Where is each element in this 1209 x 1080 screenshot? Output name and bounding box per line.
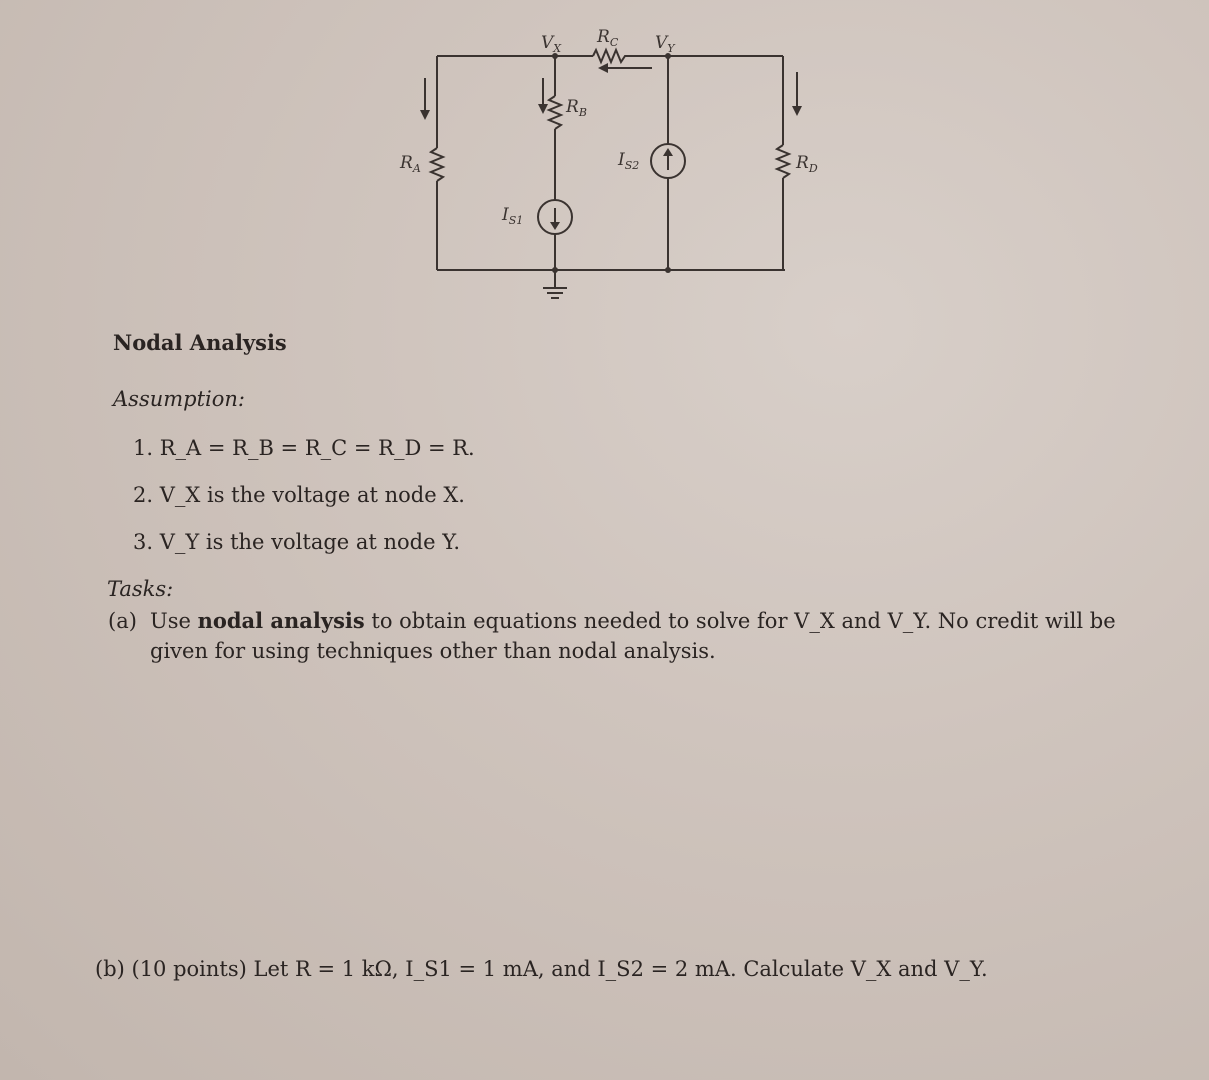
node-bottom-dot-2 (665, 267, 671, 273)
circuit-diagram (0, 0, 1209, 320)
label-rc: $R_C$ (597, 27, 619, 49)
task-a-bold: nodal analysis (197, 608, 365, 633)
task-a-marker: (a) (108, 609, 137, 633)
label-rd: $R_D$ (796, 153, 818, 175)
label-vy: $V_Y$ (655, 33, 675, 55)
task-b: (b) (10 points) Let R = 1 kΩ, I_S1 = 1 mA, and I_S2 = 2 mA. Calculate V_X and V_Y. (95, 957, 988, 981)
arrowhead-ic (598, 63, 608, 73)
assumption-item-2: 2. V_X is the voltage at node X. (133, 483, 465, 507)
label-rb: $R_B$ (566, 97, 587, 119)
task-a-pre: Use (150, 609, 198, 633)
arrowhead-is2 (663, 148, 673, 156)
tasks-label: Tasks: (107, 577, 174, 601)
task-a (108, 606, 1148, 666)
arrowhead-id (792, 106, 802, 116)
node-bottom-dot-1 (552, 267, 558, 273)
task-a-body (150, 606, 1148, 666)
resistor-rd (777, 145, 789, 178)
assumption-item-3: 3. V_Y is the voltage at node Y. (133, 530, 461, 554)
assumption-label: Assumption: (113, 387, 245, 411)
arrowhead-ib (538, 104, 548, 114)
resistor-rb (549, 96, 561, 129)
resistor-rc (593, 50, 628, 62)
arrowhead-is1 (550, 222, 560, 230)
label-is2: $I_{S2}$ (618, 150, 640, 172)
section-title: Nodal Analysis (113, 330, 287, 355)
assumption-item-1: 1. R_A = R_B = R_C = R_D = R. (133, 436, 475, 460)
label-ra: $R_A$ (400, 153, 421, 175)
label-vx: $V_X$ (541, 33, 562, 55)
resistor-ra (431, 148, 443, 181)
label-is1: $I_{S1}$ (502, 205, 524, 227)
arrowhead-ia (420, 110, 430, 120)
task-a-post: to obtain equations needed to solve for V_X and V_Y. No credit will be given for using techniques other than nodal analysis. (150, 609, 1116, 663)
